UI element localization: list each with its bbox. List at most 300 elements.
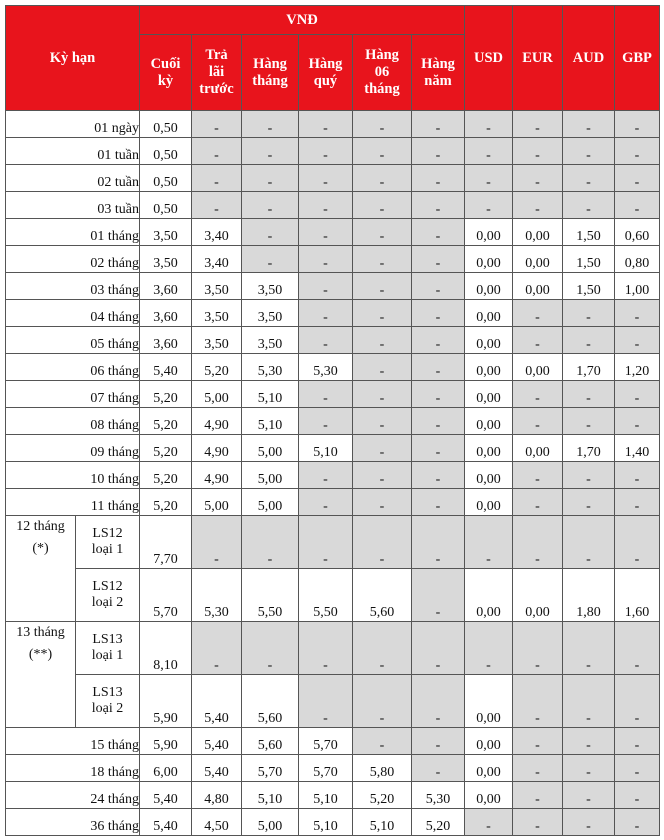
rate-cell: -: [353, 111, 412, 138]
rate-cell: -: [299, 489, 353, 516]
rate-cell: 5,00: [192, 489, 242, 516]
header-text: năm: [424, 72, 452, 89]
rate-cell: 5,90: [140, 675, 192, 728]
rate-cell: 0,00: [465, 569, 513, 622]
term-cell: 04 tháng: [6, 300, 140, 327]
header-vnd-col: [299, 35, 353, 111]
rate-cell: -: [299, 246, 353, 273]
header-text: 06: [374, 64, 390, 80]
group-term-label: 13 tháng: [16, 625, 65, 640]
table-row: [6, 165, 660, 192]
rate-cell: -: [299, 138, 353, 165]
rate-cell: -: [513, 782, 563, 809]
header-text: kỳ: [157, 72, 174, 89]
rate-cell: 0,00: [465, 300, 513, 327]
rate-cell: 5,70: [140, 569, 192, 622]
rate-cell: -: [412, 165, 465, 192]
header-gbp: GBP: [615, 6, 660, 111]
rate-cell: 0,00: [465, 246, 513, 273]
rate-cell: 5,40: [192, 675, 242, 728]
rate-cell: -: [563, 327, 615, 354]
rate-cell: -: [192, 111, 242, 138]
rate-cell: 1,20: [615, 354, 660, 381]
rate-cell: -: [563, 165, 615, 192]
rate-cell: -: [513, 622, 563, 675]
rate-cell: 0,00: [465, 435, 513, 462]
rate-cell: 0,00: [465, 408, 513, 435]
rate-cell: -: [465, 809, 513, 836]
header-text: Hàng: [253, 55, 287, 72]
table-row: [6, 111, 660, 138]
term-cell: 11 tháng: [6, 489, 140, 516]
rate-cell: 5,20: [140, 435, 192, 462]
rate-cell: -: [412, 138, 465, 165]
rate-cell: -: [353, 354, 412, 381]
rate-cell: 7,70: [140, 516, 192, 569]
header-text: lãi: [208, 64, 225, 80]
rate-cell: -: [242, 165, 299, 192]
group-term-label: 12 tháng: [16, 519, 65, 534]
rate-cell: -: [615, 782, 660, 809]
rate-cell: -: [353, 489, 412, 516]
rate-cell: -: [412, 569, 465, 622]
term-cell: 03 tuần: [6, 192, 140, 219]
rate-cell: -: [563, 622, 615, 675]
rate-cell: -: [353, 381, 412, 408]
header-eur: EUR: [513, 6, 563, 111]
rate-cell: -: [513, 300, 563, 327]
subterm-type: loại 2: [91, 595, 124, 610]
rate-cell: -: [412, 246, 465, 273]
group-term-cell: [6, 622, 76, 728]
rate-cell: -: [299, 165, 353, 192]
rate-cell: -: [412, 111, 465, 138]
rate-cell: 3,50: [140, 219, 192, 246]
rate-cell: 0,00: [465, 273, 513, 300]
rate-cell: 3,50: [242, 300, 299, 327]
header-usd: USD: [465, 6, 513, 111]
rate-cell: -: [513, 192, 563, 219]
rate-cell: -: [242, 622, 299, 675]
rate-cell: -: [299, 327, 353, 354]
table-row: [6, 354, 660, 381]
group-term-cell: [6, 516, 76, 622]
rate-cell: -: [353, 165, 412, 192]
rate-cell: 3,40: [192, 246, 242, 273]
rate-cell: -: [412, 516, 465, 569]
rate-cell: -: [513, 381, 563, 408]
rate-cell: -: [465, 516, 513, 569]
rate-cell: -: [412, 462, 465, 489]
rate-cell: -: [299, 381, 353, 408]
rate-cell: -: [299, 622, 353, 675]
rate-cell: 0,50: [140, 165, 192, 192]
rate-cell: 4,80: [192, 782, 242, 809]
rate-cell: 5,40: [140, 809, 192, 836]
rate-cell: 5,10: [299, 782, 353, 809]
rate-cell: -: [412, 435, 465, 462]
header-text: trước: [199, 81, 234, 97]
table-row: [6, 809, 660, 836]
rate-cell: -: [353, 435, 412, 462]
table-row: [6, 138, 660, 165]
rate-cell: 5,10: [242, 782, 299, 809]
rate-cell: -: [353, 300, 412, 327]
rate-cell: 0,60: [615, 219, 660, 246]
rate-cell: -: [299, 462, 353, 489]
rate-cell: 5,10: [242, 408, 299, 435]
rate-cell: 5,30: [299, 354, 353, 381]
rate-cell: -: [615, 408, 660, 435]
rate-cell: 5,00: [242, 462, 299, 489]
header-text: Cuối: [150, 55, 181, 72]
rate-cell: 6,00: [140, 755, 192, 782]
rate-cell: -: [615, 489, 660, 516]
rate-cell: 5,60: [353, 569, 412, 622]
term-cell: 09 tháng: [6, 435, 140, 462]
interest-rate-table: [5, 5, 660, 836]
rate-cell: 5,20: [140, 381, 192, 408]
rate-cell: 5,20: [353, 782, 412, 809]
subterm-code: LS13: [92, 632, 123, 647]
rate-cell: -: [513, 165, 563, 192]
rate-cell: -: [412, 354, 465, 381]
rate-cell: 5,40: [192, 755, 242, 782]
rate-cell: 5,00: [242, 435, 299, 462]
rate-cell: -: [353, 327, 412, 354]
rate-cell: 1,00: [615, 273, 660, 300]
rate-cell: -: [353, 462, 412, 489]
rate-cell: -: [242, 246, 299, 273]
rate-cell: -: [412, 755, 465, 782]
rate-cell: 5,10: [299, 435, 353, 462]
rate-cell: -: [615, 622, 660, 675]
rate-cell: -: [513, 755, 563, 782]
rate-cell: -: [465, 192, 513, 219]
rate-cell: 5,70: [299, 755, 353, 782]
subterm-type: loại 1: [91, 542, 124, 557]
rate-cell: -: [242, 111, 299, 138]
header-vnd-col: [353, 35, 412, 111]
rate-cell: 4,90: [192, 435, 242, 462]
rate-cell: 5,10: [299, 809, 353, 836]
table-row: [6, 327, 660, 354]
term-cell: 08 tháng: [6, 408, 140, 435]
group-term-note: (*): [32, 541, 49, 556]
header-text: Hàng: [365, 47, 399, 63]
rate-cell: -: [299, 300, 353, 327]
table-row: [6, 622, 660, 675]
rate-cell: -: [615, 165, 660, 192]
rate-cell: 0,00: [513, 246, 563, 273]
table-row: [6, 569, 660, 622]
rate-cell: -: [412, 408, 465, 435]
rate-cell: -: [299, 273, 353, 300]
rate-cell: 5,20: [192, 354, 242, 381]
rate-cell: 3,60: [140, 300, 192, 327]
term-cell: 03 tháng: [6, 273, 140, 300]
rate-cell: -: [192, 516, 242, 569]
rate-cell: -: [412, 622, 465, 675]
rate-cell: -: [412, 728, 465, 755]
rate-cell: 3,50: [192, 273, 242, 300]
rate-cell: 5,40: [140, 354, 192, 381]
rate-cell: -: [192, 165, 242, 192]
rate-cell: 1,50: [563, 273, 615, 300]
rate-cell: 5,40: [192, 728, 242, 755]
header-vnd-col: [140, 35, 192, 111]
rate-cell: -: [353, 138, 412, 165]
rate-cell: -: [513, 138, 563, 165]
rate-cell: 0,00: [513, 273, 563, 300]
rate-cell: -: [353, 516, 412, 569]
rate-cell: 1,40: [615, 435, 660, 462]
rate-cell: 3,50: [242, 327, 299, 354]
table-row: [6, 755, 660, 782]
rate-cell: 5,20: [140, 489, 192, 516]
subterm-cell: [76, 622, 140, 675]
rate-cell: -: [513, 728, 563, 755]
rate-cell: 1,70: [563, 354, 615, 381]
subterm-cell: [76, 675, 140, 728]
rate-cell: 5,20: [140, 408, 192, 435]
rate-cell: 4,90: [192, 462, 242, 489]
rate-cell: -: [513, 516, 563, 569]
rate-cell: -: [192, 192, 242, 219]
header-vnd-col: [192, 35, 242, 111]
rate-cell: -: [563, 381, 615, 408]
table-row: [6, 516, 660, 569]
subterm-code: LS13: [92, 685, 123, 700]
rate-cell: 0,50: [140, 192, 192, 219]
rate-cell: -: [412, 381, 465, 408]
subterm-type: loại 2: [91, 701, 124, 716]
rate-cell: 5,50: [299, 569, 353, 622]
rate-cell: 5,60: [242, 675, 299, 728]
rate-cell: -: [412, 675, 465, 728]
rate-cell: 5,60: [242, 728, 299, 755]
rate-cell: -: [353, 192, 412, 219]
header-text: Hàng: [308, 55, 343, 72]
table-row: [6, 675, 660, 728]
rate-cell: 5,10: [242, 381, 299, 408]
rate-cell: -: [615, 192, 660, 219]
rate-cell: -: [353, 728, 412, 755]
rate-cell: -: [412, 219, 465, 246]
rate-cell: 0,50: [140, 111, 192, 138]
header-text: Hàng: [421, 55, 455, 72]
table-row: [6, 192, 660, 219]
rate-cell: -: [615, 809, 660, 836]
subterm-code: LS12: [92, 526, 123, 541]
table-row: [6, 489, 660, 516]
term-cell: 06 tháng: [6, 354, 140, 381]
table-row: [6, 300, 660, 327]
rate-cell: -: [615, 675, 660, 728]
rate-cell: -: [563, 516, 615, 569]
rate-cell: -: [563, 111, 615, 138]
table-row: [6, 246, 660, 273]
rate-cell: -: [299, 675, 353, 728]
rate-cell: 8,10: [140, 622, 192, 675]
rate-cell: -: [563, 462, 615, 489]
rate-cell: -: [563, 675, 615, 728]
rate-cell: -: [615, 462, 660, 489]
rate-cell: 0,00: [465, 381, 513, 408]
rate-cell: -: [465, 138, 513, 165]
rate-cell: 4,50: [192, 809, 242, 836]
rate-cell: -: [615, 755, 660, 782]
rate-cell: -: [192, 138, 242, 165]
rate-cell: 0,00: [513, 354, 563, 381]
term-cell: 02 tuần: [6, 165, 140, 192]
rate-cell: 5,50: [242, 569, 299, 622]
rate-cell: 5,00: [242, 489, 299, 516]
rate-cell: -: [299, 516, 353, 569]
term-cell: 07 tháng: [6, 381, 140, 408]
rate-cell: -: [353, 622, 412, 675]
rate-cell: 5,20: [140, 462, 192, 489]
rate-cell: -: [563, 300, 615, 327]
rate-cell: 5,80: [353, 755, 412, 782]
rate-cell: 0,00: [465, 489, 513, 516]
rate-cell: -: [513, 809, 563, 836]
rate-cell: -: [465, 165, 513, 192]
rate-cell: 3,50: [192, 300, 242, 327]
rate-cell: 1,50: [563, 219, 615, 246]
rate-cell: -: [563, 728, 615, 755]
header-text: Trả: [205, 47, 228, 63]
subterm-cell: [76, 516, 140, 569]
rate-cell: -: [353, 219, 412, 246]
rate-cell: -: [615, 516, 660, 569]
table-row: [6, 381, 660, 408]
rate-cell: 5,70: [299, 728, 353, 755]
rate-cell: -: [563, 408, 615, 435]
subterm-code: LS12: [92, 579, 123, 594]
header-text: tháng: [364, 81, 400, 97]
term-cell: 01 tháng: [6, 219, 140, 246]
rate-cell: -: [299, 219, 353, 246]
rate-cell: -: [615, 381, 660, 408]
rate-cell: -: [563, 809, 615, 836]
header-term: Kỳ hạn: [6, 6, 140, 111]
header-vnd-col: [242, 35, 299, 111]
rate-cell: -: [412, 192, 465, 219]
rate-cell: 0,00: [513, 569, 563, 622]
rate-cell: 0,80: [615, 246, 660, 273]
header-text: tháng: [252, 72, 288, 89]
header-aud: AUD: [563, 6, 615, 111]
table-row: [6, 273, 660, 300]
rate-cell: 5,30: [412, 782, 465, 809]
rate-cell: 0,00: [465, 219, 513, 246]
rate-cell: -: [513, 462, 563, 489]
rate-cell: -: [353, 675, 412, 728]
rate-cell: 1,50: [563, 246, 615, 273]
table-row: [6, 728, 660, 755]
term-cell: 01 tuần: [6, 138, 140, 165]
rate-cell: 1,80: [563, 569, 615, 622]
rate-cell: -: [615, 300, 660, 327]
table-row: [6, 462, 660, 489]
rate-cell: 0,00: [465, 782, 513, 809]
rate-cell: 5,20: [412, 809, 465, 836]
rate-cell: -: [615, 327, 660, 354]
rate-cell: -: [412, 300, 465, 327]
table-row: [6, 435, 660, 462]
rate-cell: -: [563, 755, 615, 782]
subterm-type: loại 1: [91, 648, 124, 663]
rate-cell: -: [242, 192, 299, 219]
subterm-cell: [76, 569, 140, 622]
rate-cell: -: [615, 111, 660, 138]
rate-cell: 0,00: [465, 728, 513, 755]
rate-cell: 5,00: [192, 381, 242, 408]
rate-cell: 0,00: [465, 755, 513, 782]
rate-cell: 5,30: [242, 354, 299, 381]
rate-cell: -: [353, 273, 412, 300]
rate-cell: -: [465, 111, 513, 138]
rate-cell: 3,50: [192, 327, 242, 354]
table-row: [6, 408, 660, 435]
rate-cell: 3,60: [140, 273, 192, 300]
rate-cell: -: [615, 138, 660, 165]
rate-cell: -: [299, 192, 353, 219]
header-text: quý: [313, 72, 338, 89]
term-cell: 01 ngày: [6, 111, 140, 138]
rate-cell: 0,50: [140, 138, 192, 165]
rate-cell: 5,70: [242, 755, 299, 782]
rate-cell: -: [563, 192, 615, 219]
rate-cell: -: [513, 408, 563, 435]
rate-cell: -: [412, 489, 465, 516]
table-row: [6, 219, 660, 246]
rate-cell: -: [563, 138, 615, 165]
rate-cell: -: [465, 622, 513, 675]
rate-cell: 4,90: [192, 408, 242, 435]
rate-cell: 0,00: [465, 675, 513, 728]
rate-cell: -: [513, 675, 563, 728]
rate-cell: 0,00: [465, 462, 513, 489]
term-cell: 10 tháng: [6, 462, 140, 489]
rate-cell: 0,00: [513, 435, 563, 462]
rate-cell: -: [299, 408, 353, 435]
term-cell: 18 tháng: [6, 755, 140, 782]
rate-cell: 3,40: [192, 219, 242, 246]
rate-cell: -: [192, 622, 242, 675]
term-cell: 02 tháng: [6, 246, 140, 273]
rate-cell: 1,70: [563, 435, 615, 462]
term-cell: 05 tháng: [6, 327, 140, 354]
rate-cell: 0,00: [513, 219, 563, 246]
rate-cell: 3,50: [242, 273, 299, 300]
rate-cell: -: [242, 219, 299, 246]
term-cell: 24 tháng: [6, 782, 140, 809]
header-vnd-col: [412, 35, 465, 111]
rate-cell: -: [242, 138, 299, 165]
rate-cell: -: [242, 516, 299, 569]
term-cell: 15 tháng: [6, 728, 140, 755]
rate-cell: -: [299, 111, 353, 138]
rate-cell: 5,40: [140, 782, 192, 809]
term-cell: 36 tháng: [6, 809, 140, 836]
rate-cell: -: [513, 111, 563, 138]
rate-cell: -: [412, 273, 465, 300]
table-body: [6, 111, 660, 836]
rate-cell: -: [412, 327, 465, 354]
header-vnd: VNĐ: [140, 6, 465, 35]
